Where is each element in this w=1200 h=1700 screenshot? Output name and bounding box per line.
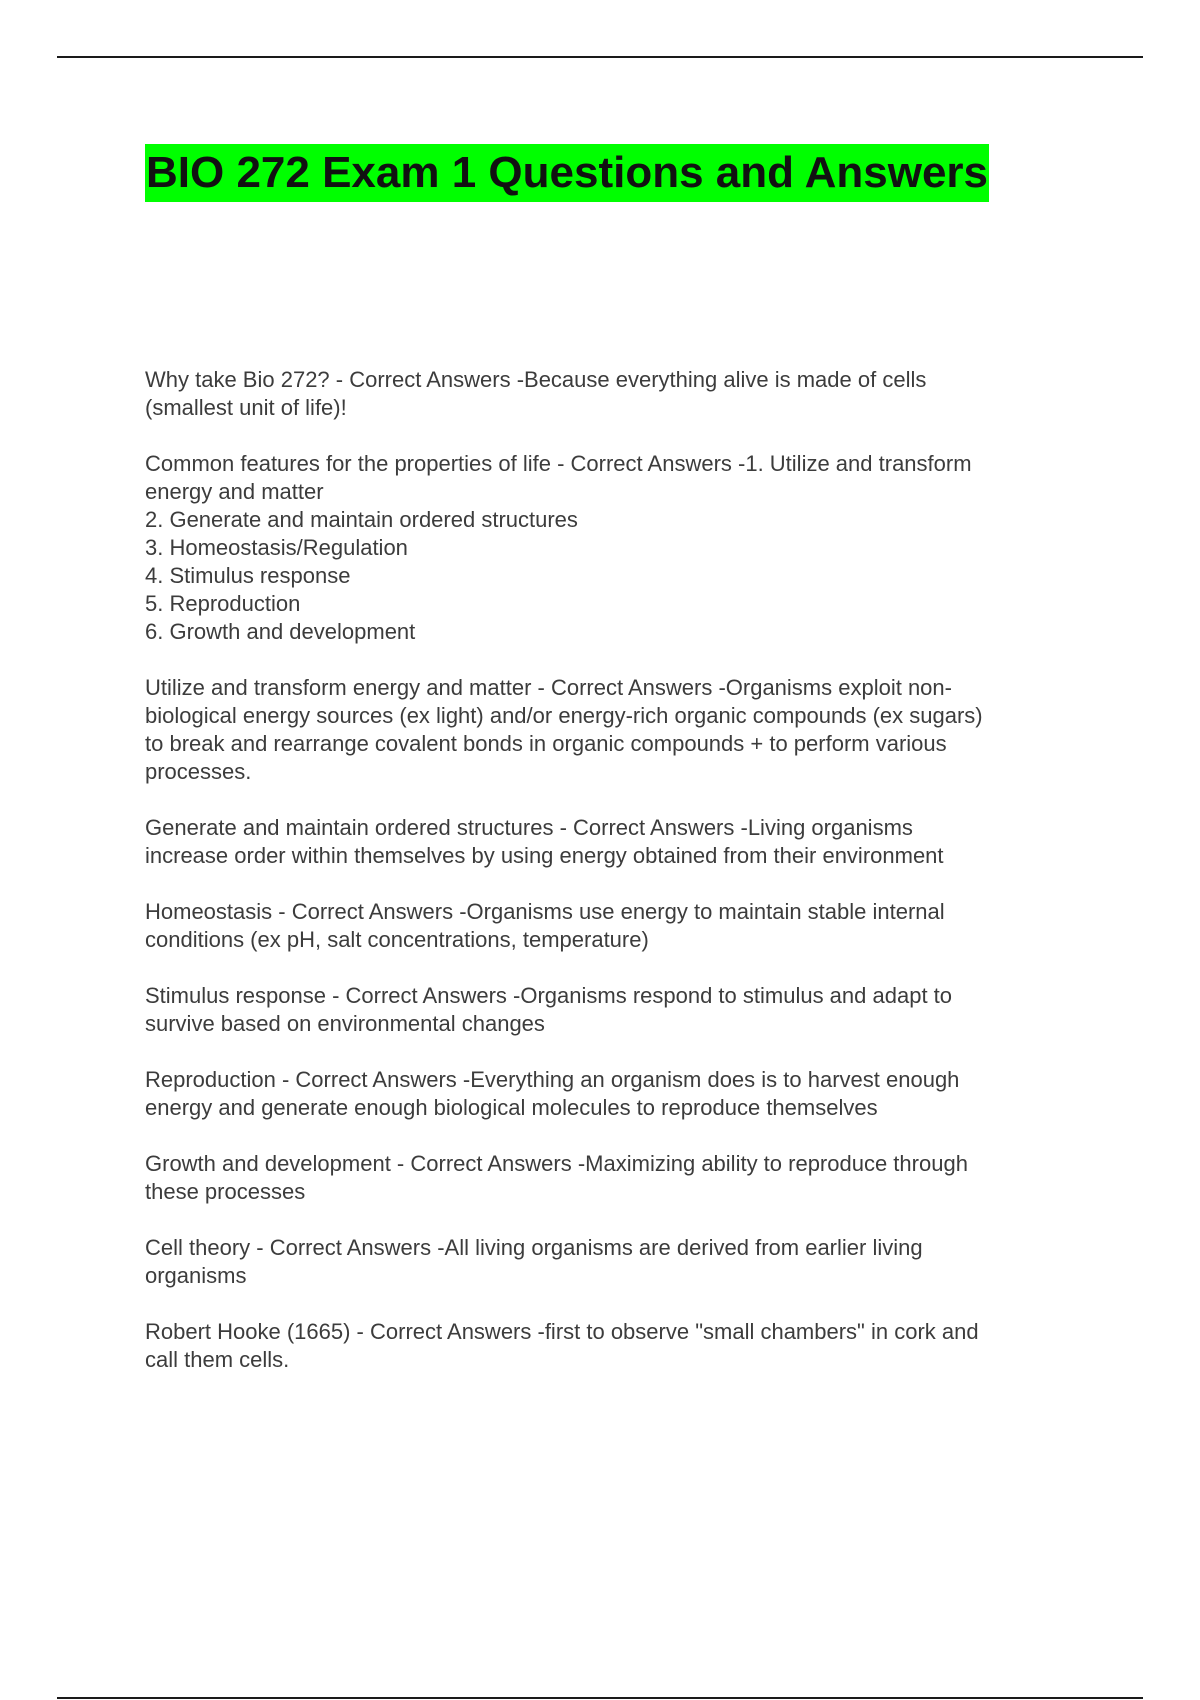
qa-line: to break and rearrange covalent bonds in organic compounds + to perform various [145,731,947,756]
qa-line: conditions (ex pH, salt concentrations, temperature) [145,927,649,952]
qa-line: survive based on environmental changes [145,1011,545,1036]
qa-entry [145,814,1075,870]
qa-entry [145,1234,1075,1290]
qa-line: Utilize and transform energy and matter - Correct Answers -Organisms exploit non- [145,675,952,700]
top-divider [57,56,1143,58]
qa-entry [145,1150,1075,1206]
qa-line: increase order within themselves by using energy obtained from their environment [145,843,944,868]
qa-line: call them cells. [145,1347,290,1372]
qa-entry [145,674,1075,786]
qa-entry [145,1066,1075,1122]
qa-line: Growth and development - Correct Answers -Maximizing ability to reproduce through [145,1151,968,1176]
qa-line: 2. Generate and maintain ordered structures [145,507,578,532]
qa-line: organisms [145,1263,247,1288]
qa-list [145,366,1075,1402]
qa-line: processes. [145,759,252,784]
qa-line: these processes [145,1179,306,1204]
qa-entry [145,982,1075,1038]
qa-line: 3. Homeostasis/Regulation [145,535,408,560]
qa-line: Stimulus response - Correct Answers -Organisms respond to stimulus and adapt to [145,983,953,1008]
qa-line: (smallest unit of life)! [145,395,347,420]
qa-line: 4. Stimulus response [145,563,351,588]
qa-line: energy and generate enough biological molecules to reproduce themselves [145,1095,878,1120]
qa-line: energy and matter [145,479,324,504]
qa-line: Homeostasis - Correct Answers -Organisms use energy to maintain stable internal [145,899,945,924]
qa-line: Why take Bio 272? - Correct Answers -Because everything alive is made of cells [145,367,927,392]
qa-line: Robert Hooke (1665) - Correct Answers -first to observe "small chambers" in cork and [145,1319,979,1344]
qa-entry [145,1318,1075,1374]
qa-line: Generate and maintain ordered structures - Correct Answers -Living organisms [145,815,913,840]
qa-line: 6. Growth and development [145,619,416,644]
document-title: BIO 272 Exam 1 Questions and Answers [145,144,989,202]
qa-line: Common features for the properties of life - Correct Answers -1. Utilize and transform [145,451,972,476]
bottom-divider [57,1697,1143,1699]
qa-line: biological energy sources (ex light) and/or energy-rich organic compounds (ex sugars) [145,703,983,728]
qa-line: 5. Reproduction [145,591,301,616]
qa-entry [145,450,1075,646]
qa-entry [145,366,1075,422]
qa-line: Reproduction - Correct Answers -Everything an organism does is to harvest enough [145,1067,960,1092]
qa-line: Cell theory - Correct Answers -All living organisms are derived from earlier living [145,1235,923,1260]
qa-entry [145,898,1075,954]
